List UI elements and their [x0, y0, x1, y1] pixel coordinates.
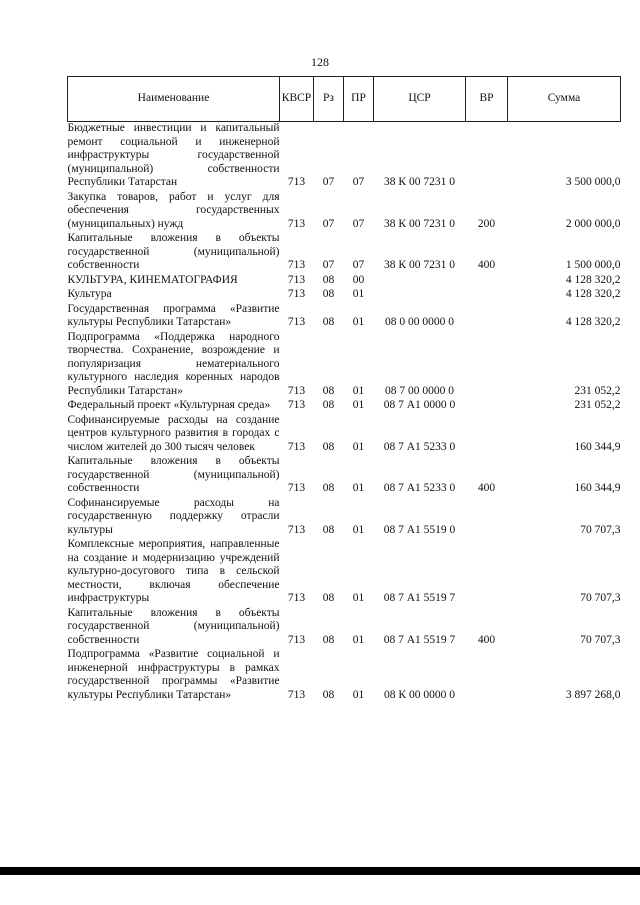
cell-kvsr: 713: [287, 633, 306, 646]
cell-pr: 01: [352, 440, 365, 453]
cell-kvsr: 713: [287, 259, 306, 271]
cell-sum: 160 344,9: [574, 482, 621, 494]
cell-vr: [466, 331, 508, 400]
cell-rz: 08: [322, 523, 335, 536]
cell-name: Капитальные вложения в объекты государственной (муниципальной) собственности: [67, 232, 280, 271]
cell-rz: 08: [322, 440, 335, 453]
cell-rz: 08: [322, 482, 335, 494]
cell-sum: 3 500 000,0: [565, 176, 621, 188]
table-row: [68, 538, 621, 607]
cell-vr: [466, 399, 508, 414]
cell-sum: 4 128 320,2: [565, 288, 621, 300]
cell-name: Подпрограмма «Поддержка народного творчества. Сохранение, возрождение и популяризация нематериального культурного наследия коренных народов Республики Татарстан»: [67, 330, 280, 397]
table-row: [68, 122, 621, 191]
page-number: 128: [311, 55, 329, 69]
header-csr: ЦСР: [374, 77, 466, 122]
cell-rz: 08: [322, 288, 335, 300]
cell-rz: 08: [322, 633, 335, 646]
header-rz: Рз: [314, 77, 344, 122]
cell-sum: 231 052,2: [574, 384, 621, 397]
table-row: [68, 232, 621, 274]
cell-pr: 01: [352, 592, 365, 604]
table-row: [68, 455, 621, 497]
table-row: [68, 303, 621, 331]
cell-vr: 400: [477, 259, 496, 271]
cell-name: Капитальные вложения в объекты государственной (муниципальной) собственности: [67, 606, 280, 646]
cell-name: Государственная программа «Развитие культуры Республики Татарстан»: [67, 302, 280, 328]
cell-rz: 07: [322, 176, 335, 188]
cell-rz: 08: [322, 273, 335, 286]
cell-vr: 200: [477, 217, 496, 230]
cell-kvsr: 713: [287, 176, 306, 188]
cell-sum: 4 128 320,2: [565, 273, 621, 286]
cell-csr: 08 7 А1 5519 7: [383, 592, 456, 604]
bottom-scan-border: [0, 867, 640, 875]
cell-vr: [466, 122, 508, 191]
cell-kvsr: 713: [287, 482, 306, 494]
cell-name: Софинансируемые расходы на создание центров культурного развития в городах с числом жителей до 300 тысяч человек: [67, 413, 280, 453]
table-row: [68, 414, 621, 456]
cell-name: Закупка товаров, работ и услуг для обеспечения государственных (муниципальных) нужд: [67, 190, 280, 230]
cell-csr: 08 7 А1 5233 0: [383, 482, 456, 494]
header-sum: Сумма: [508, 77, 621, 122]
cell-rz: 08: [322, 592, 335, 604]
cell-vr: 400: [477, 482, 496, 494]
cell-kvsr: 713: [287, 288, 306, 300]
table-row: [68, 191, 621, 233]
cell-pr: 07: [352, 259, 365, 271]
cell-csr: 08 7 00 0000 0: [385, 384, 454, 397]
cell-rz: 08: [322, 316, 335, 328]
cell-rz: 08: [322, 399, 335, 411]
cell-sum: 70 707,3: [580, 592, 621, 604]
cell-pr: 01: [352, 399, 365, 411]
header-name: Наименование: [68, 77, 280, 122]
cell-name: Софинансируемые расходы на государственную поддержку отрасли культуры: [67, 496, 280, 536]
cell-sum: 70 707,3: [580, 633, 621, 646]
cell-vr: [466, 303, 508, 331]
table-row: [68, 399, 621, 414]
cell-vr: 400: [477, 633, 496, 646]
cell-name: Культура: [67, 288, 112, 300]
cell-pr: 01: [352, 482, 365, 494]
cell-csr: 08 0 00 0000 0: [385, 316, 454, 328]
cell-name: КУЛЬТУРА, КИНЕМАТОГРАФИЯ: [67, 273, 238, 286]
cell-kvsr: 713: [287, 399, 306, 411]
cell-vr: [466, 538, 508, 607]
cell-vr: [466, 274, 508, 289]
cell-csr: 08 7 А1 0000 0: [383, 399, 456, 411]
cell-name: Подпрограмма «Развитие социальной и инженерной инфраструктуры в рамках государственной программы «Развитие культуры Республики Татарстан»: [67, 648, 280, 701]
cell-kvsr: 713: [287, 592, 306, 604]
cell-pr: 01: [352, 633, 365, 646]
cell-csr: [374, 288, 466, 303]
header-kvsr: КВСР: [280, 77, 314, 122]
cell-csr: 08 К 00 0000 0: [384, 688, 455, 701]
cell-rz: 07: [322, 217, 335, 230]
cell-sum: 1 500 000,0: [565, 259, 621, 271]
cell-name: Бюджетные инвестиции и капитальный ремонт социальной и инженерной инфраструктуры государственной (муниципальной) собственности Республики Татарстан: [67, 122, 280, 188]
cell-sum: 70 707,3: [580, 523, 621, 536]
header-pr: ПР: [344, 77, 374, 122]
cell-sum: 160 344,9: [574, 440, 621, 453]
cell-csr: 38 К 00 7231 0: [384, 176, 455, 188]
cell-pr: 07: [352, 176, 365, 188]
cell-pr: 01: [352, 288, 365, 300]
cell-kvsr: 713: [287, 384, 306, 397]
cell-kvsr: 713: [287, 523, 306, 536]
cell-pr: 01: [352, 384, 365, 397]
cell-pr: 01: [352, 688, 365, 701]
table-row: [68, 497, 621, 539]
cell-sum: 231 052,2: [574, 399, 621, 411]
cell-csr: 08 7 А1 5519 7: [383, 633, 456, 646]
cell-pr: 01: [352, 316, 365, 328]
cell-csr: 08 7 А1 5233 0: [383, 440, 456, 453]
cell-name: Федеральный проект «Культурная среда»: [67, 399, 271, 411]
cell-kvsr: 713: [287, 316, 306, 328]
cell-pr: 00: [352, 273, 365, 286]
table-row: [68, 331, 621, 400]
budget-table: [67, 76, 621, 703]
cell-csr: 38 К 00 7231 0: [384, 259, 455, 271]
cell-rz: 07: [322, 259, 335, 271]
cell-vr: [466, 648, 508, 703]
cell-name: Комплексные мероприятия, направленные на создание и модернизацию учреждений культурно-досугового типа в сельской местности, включая обеспечение инфраструктуры: [67, 538, 280, 604]
table-row: [68, 648, 621, 703]
header-vr: ВР: [466, 77, 508, 122]
cell-rz: 08: [322, 688, 335, 701]
cell-sum: 3 897 268,0: [565, 688, 621, 701]
cell-kvsr: 713: [287, 440, 306, 453]
cell-vr: [466, 288, 508, 303]
cell-name: Капитальные вложения в объекты государственной (муниципальной) собственности: [67, 455, 280, 494]
table-row: [68, 607, 621, 649]
table-row: [68, 274, 621, 289]
cell-pr: 01: [352, 523, 365, 536]
cell-csr: 38 К 00 7231 0: [384, 217, 455, 230]
cell-kvsr: 713: [287, 217, 306, 230]
cell-csr: [374, 274, 466, 289]
table-header-row: [68, 77, 621, 122]
cell-rz: 08: [322, 384, 335, 397]
table-body: [68, 122, 621, 704]
cell-kvsr: 713: [287, 273, 306, 286]
cell-sum: 4 128 320,2: [565, 316, 621, 328]
cell-vr: [466, 414, 508, 456]
cell-kvsr: 713: [287, 688, 306, 701]
cell-csr: 08 7 А1 5519 0: [383, 523, 456, 536]
cell-vr: [466, 497, 508, 539]
table-row: [68, 288, 621, 303]
cell-sum: 2 000 000,0: [565, 217, 621, 230]
cell-pr: 07: [352, 217, 365, 230]
